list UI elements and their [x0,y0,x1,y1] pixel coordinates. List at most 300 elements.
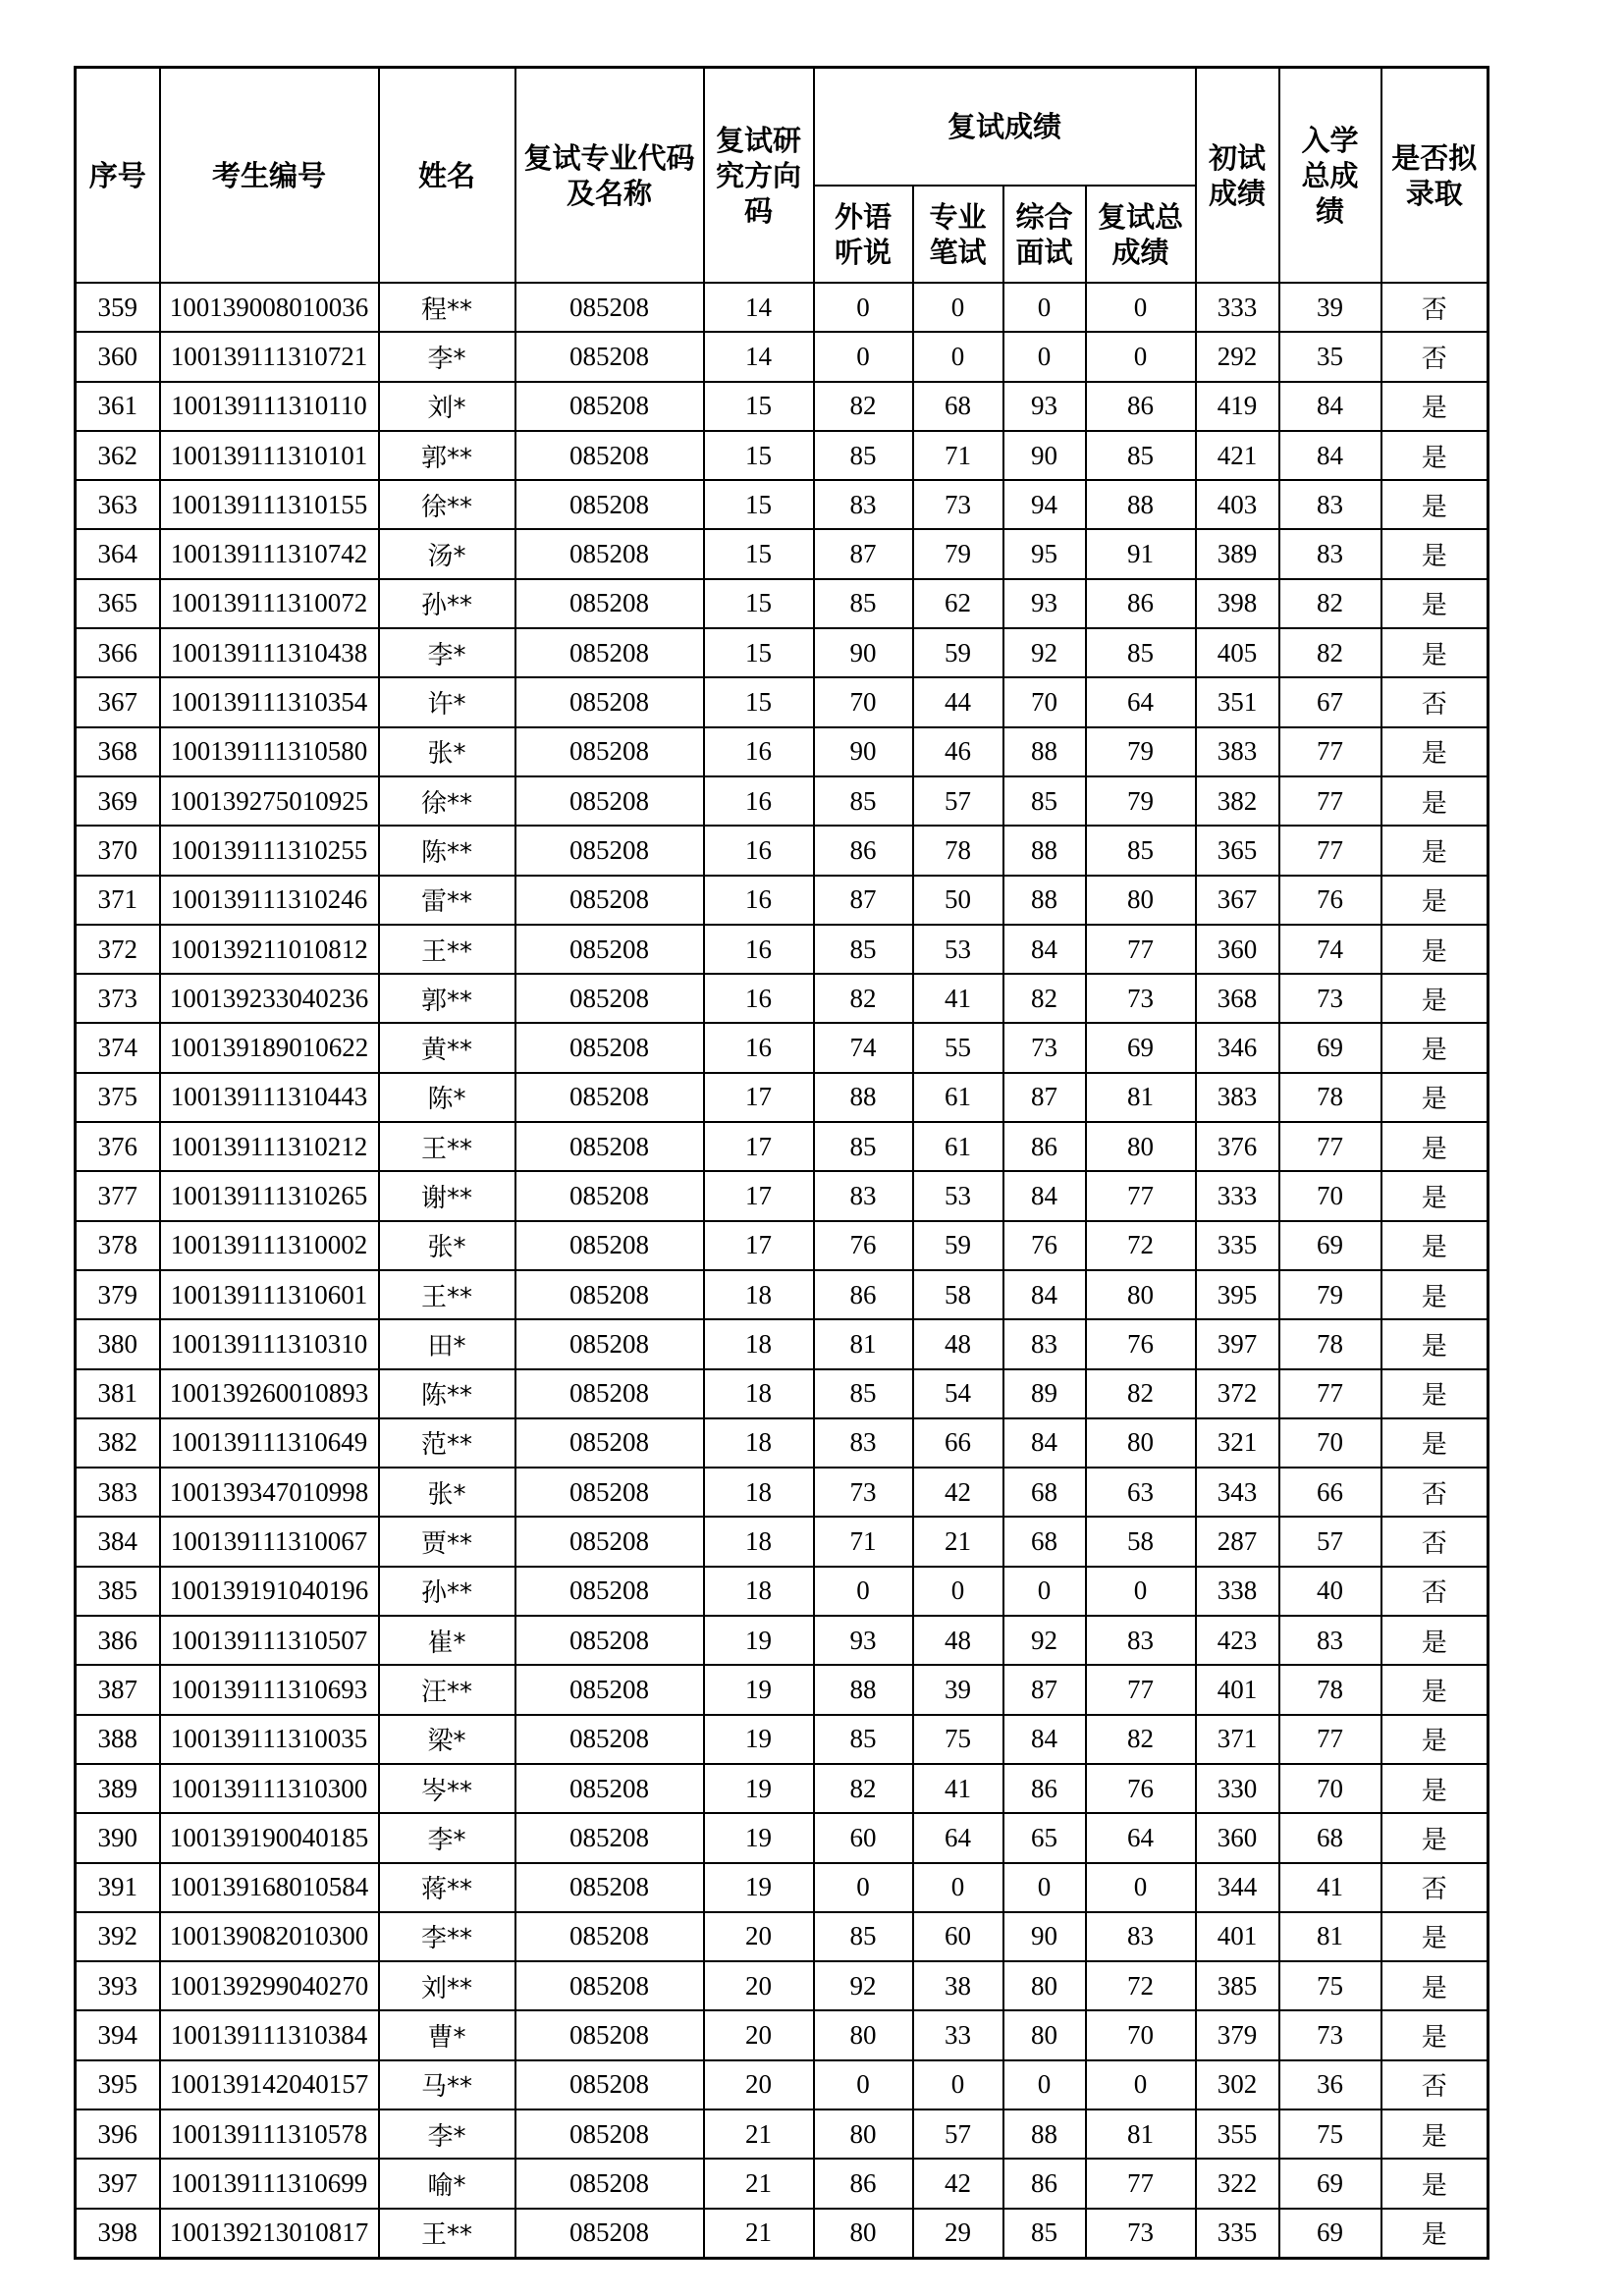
admit-cell: 是 [1381,529,1489,578]
major-cell: 085208 [515,1764,704,1813]
name-cell: 范** [379,1418,515,1468]
direction-cell: 15 [704,382,814,431]
candidate-id-cell: 100139211010812 [160,925,379,974]
initial-score-cell: 379 [1196,2010,1279,2059]
name-cell: 郭** [379,974,515,1023]
major-cell: 085208 [515,727,704,776]
admit-cell: 否 [1381,1567,1489,1616]
retest-total-cell: 80 [1086,1418,1196,1468]
table-row [76,826,1489,875]
header-row-top [76,68,1489,187]
retest-total-cell: 79 [1086,727,1196,776]
seq-cell: 380 [76,1319,160,1368]
name-cell: 李* [379,1813,515,1862]
major-cell: 085208 [515,1616,704,1665]
header-retest-total: 复试总成绩 [1086,186,1196,283]
admit-cell: 是 [1381,1961,1489,2010]
retest-total-cell: 72 [1086,1221,1196,1270]
written-score-cell: 50 [913,876,1003,925]
written-score-cell: 59 [913,1221,1003,1270]
candidate-id-cell: 100139111310101 [160,431,379,480]
admission-total-cell: 67 [1279,677,1381,726]
interview-score-cell: 88 [1003,826,1086,875]
seq-cell: 379 [76,1270,160,1319]
initial-score-cell: 360 [1196,925,1279,974]
foreign-score-cell: 71 [814,1517,913,1566]
direction-cell: 15 [704,579,814,628]
candidate-id-cell: 100139111310035 [160,1715,379,1764]
admit-cell: 是 [1381,579,1489,628]
major-cell: 085208 [515,1418,704,1468]
interview-score-cell: 88 [1003,727,1086,776]
header-admit: 是否拟录取 [1381,68,1489,284]
candidate-id-cell: 100139347010998 [160,1468,379,1517]
interview-score-cell: 86 [1003,1122,1086,1171]
written-score-cell: 33 [913,2010,1003,2059]
admit-cell: 是 [1381,2010,1489,2059]
admission-total-cell: 69 [1279,1221,1381,1270]
major-cell: 085208 [515,1319,704,1368]
admit-cell: 是 [1381,876,1489,925]
initial-score-cell: 335 [1196,2209,1279,2259]
admission-total-cell: 74 [1279,925,1381,974]
interview-score-cell: 68 [1003,1517,1086,1566]
written-score-cell: 75 [913,1715,1003,1764]
seq-cell: 394 [76,2010,160,2059]
written-score-cell: 41 [913,1764,1003,1813]
admit-cell: 是 [1381,1073,1489,1122]
major-cell: 085208 [515,1665,704,1714]
name-cell: 李* [379,332,515,381]
candidate-id-cell: 100139008010036 [160,283,379,332]
foreign-score-cell: 90 [814,727,913,776]
seq-cell: 369 [76,776,160,826]
admission-total-cell: 73 [1279,974,1381,1023]
header-foreign: 外语听说 [814,186,913,283]
interview-score-cell: 0 [1003,2060,1086,2109]
interview-score-cell: 90 [1003,431,1086,480]
admit-cell: 是 [1381,431,1489,480]
retest-total-cell: 0 [1086,332,1196,381]
direction-cell: 18 [704,1418,814,1468]
foreign-score-cell: 0 [814,332,913,381]
candidate-id-cell: 100139111310354 [160,677,379,726]
admit-cell: 是 [1381,2209,1489,2259]
written-score-cell: 53 [913,925,1003,974]
seq-cell: 393 [76,1961,160,2010]
candidate-id-cell: 100139191040196 [160,1567,379,1616]
candidate-id-cell: 100139111310721 [160,332,379,381]
name-cell: 蒋** [379,1863,515,1912]
seq-cell: 381 [76,1369,160,1418]
foreign-score-cell: 80 [814,2209,913,2259]
initial-score-cell: 292 [1196,332,1279,381]
foreign-score-cell: 83 [814,1418,913,1468]
admission-total-cell: 35 [1279,332,1381,381]
written-score-cell: 0 [913,283,1003,332]
written-score-cell: 21 [913,1517,1003,1566]
admit-cell: 否 [1381,332,1489,381]
table-row [76,1023,1489,1072]
admission-total-cell: 39 [1279,283,1381,332]
direction-cell: 18 [704,1567,814,1616]
seq-cell: 382 [76,1418,160,1468]
seq-cell: 391 [76,1863,160,1912]
interview-score-cell: 88 [1003,876,1086,925]
name-cell: 王** [379,925,515,974]
initial-score-cell: 385 [1196,1961,1279,2010]
retest-total-cell: 58 [1086,1517,1196,1566]
table-row [76,2010,1489,2059]
retest-total-cell: 86 [1086,382,1196,431]
major-cell: 085208 [515,2109,704,2159]
initial-score-cell: 421 [1196,431,1279,480]
major-cell: 085208 [515,1567,704,1616]
candidate-id-cell: 100139111310155 [160,480,379,529]
table-row [76,480,1489,529]
foreign-score-cell: 85 [814,579,913,628]
seq-cell: 377 [76,1171,160,1220]
admit-cell: 是 [1381,1418,1489,1468]
interview-score-cell: 92 [1003,1616,1086,1665]
retest-total-cell: 73 [1086,2209,1196,2259]
table-row [76,2060,1489,2109]
initial-score-cell: 365 [1196,826,1279,875]
name-cell: 李* [379,2109,515,2159]
table-row [76,1369,1489,1418]
name-cell: 郭** [379,431,515,480]
interview-score-cell: 94 [1003,480,1086,529]
interview-score-cell: 87 [1003,1073,1086,1122]
admission-total-cell: 83 [1279,1616,1381,1665]
admit-cell: 是 [1381,1319,1489,1368]
major-cell: 085208 [515,1073,704,1122]
admission-total-cell: 69 [1279,2209,1381,2259]
retest-total-cell: 0 [1086,283,1196,332]
retest-total-cell: 77 [1086,1665,1196,1714]
written-score-cell: 53 [913,1171,1003,1220]
candidate-id-cell: 100139111310438 [160,628,379,677]
interview-score-cell: 83 [1003,1319,1086,1368]
admit-cell: 否 [1381,1863,1489,1912]
major-cell: 085208 [515,431,704,480]
initial-score-cell: 376 [1196,1122,1279,1171]
written-score-cell: 68 [913,382,1003,431]
major-cell: 085208 [515,480,704,529]
foreign-score-cell: 86 [814,826,913,875]
direction-cell: 20 [704,1912,814,1961]
interview-score-cell: 84 [1003,1418,1086,1468]
major-cell: 085208 [515,2209,704,2259]
admit-cell: 是 [1381,1715,1489,1764]
initial-score-cell: 401 [1196,1665,1279,1714]
interview-score-cell: 0 [1003,1567,1086,1616]
initial-score-cell: 389 [1196,529,1279,578]
candidate-id-cell: 100139111310507 [160,1616,379,1665]
admission-total-cell: 84 [1279,382,1381,431]
initial-score-cell: 423 [1196,1616,1279,1665]
initial-score-cell: 330 [1196,1764,1279,1813]
initial-score-cell: 395 [1196,1270,1279,1319]
header-initial: 初试成绩 [1196,68,1279,284]
candidate-id-cell: 100139189010622 [160,1023,379,1072]
candidate-id-cell: 100139111310742 [160,529,379,578]
major-cell: 085208 [515,1221,704,1270]
table-row [76,283,1489,332]
candidate-id-cell: 100139233040236 [160,974,379,1023]
name-cell: 汤* [379,529,515,578]
candidate-id-cell: 100139111310580 [160,727,379,776]
header-seq: 序号 [76,68,160,284]
table-row [76,529,1489,578]
table-row [76,1912,1489,1961]
initial-score-cell: 287 [1196,1517,1279,1566]
candidate-id-cell: 100139260010893 [160,1369,379,1418]
direction-cell: 17 [704,1221,814,1270]
table-row [76,1961,1489,2010]
direction-cell: 21 [704,2209,814,2259]
seq-cell: 378 [76,1221,160,1270]
direction-cell: 16 [704,826,814,875]
foreign-score-cell: 70 [814,677,913,726]
initial-score-cell: 333 [1196,283,1279,332]
interview-score-cell: 84 [1003,1270,1086,1319]
retest-total-cell: 80 [1086,1122,1196,1171]
retest-total-cell: 69 [1086,1023,1196,1072]
major-cell: 085208 [515,776,704,826]
candidate-id-cell: 100139299040270 [160,1961,379,2010]
seq-cell: 376 [76,1122,160,1171]
interview-score-cell: 76 [1003,1221,1086,1270]
interview-score-cell: 87 [1003,1665,1086,1714]
admission-total-cell: 41 [1279,1863,1381,1912]
foreign-score-cell: 73 [814,1468,913,1517]
admission-total-cell: 82 [1279,579,1381,628]
foreign-score-cell: 82 [814,1764,913,1813]
table-row [76,925,1489,974]
retest-total-cell: 86 [1086,579,1196,628]
initial-score-cell: 338 [1196,1567,1279,1616]
written-score-cell: 42 [913,1468,1003,1517]
candidate-id-cell: 100139111310384 [160,2010,379,2059]
initial-score-cell: 322 [1196,2159,1279,2208]
seq-cell: 395 [76,2060,160,2109]
admit-cell: 是 [1381,1023,1489,1072]
direction-cell: 21 [704,2159,814,2208]
major-cell: 085208 [515,1961,704,2010]
foreign-score-cell: 85 [814,1715,913,1764]
candidate-id-cell: 100139168010584 [160,1863,379,1912]
retest-total-cell: 0 [1086,2060,1196,2109]
admit-cell: 否 [1381,2060,1489,2109]
initial-score-cell: 397 [1196,1319,1279,1368]
name-cell: 陈** [379,826,515,875]
interview-score-cell: 80 [1003,2010,1086,2059]
seq-cell: 362 [76,431,160,480]
interview-score-cell: 85 [1003,2209,1086,2259]
major-cell: 085208 [515,2060,704,2109]
admission-total-cell: 69 [1279,1023,1381,1072]
direction-cell: 19 [704,1764,814,1813]
seq-cell: 365 [76,579,160,628]
written-score-cell: 71 [913,431,1003,480]
initial-score-cell: 383 [1196,1073,1279,1122]
seq-cell: 361 [76,382,160,431]
written-score-cell: 42 [913,2159,1003,2208]
admission-total-cell: 83 [1279,529,1381,578]
admission-total-cell: 77 [1279,727,1381,776]
admit-cell: 是 [1381,1665,1489,1714]
direction-cell: 14 [704,332,814,381]
interview-score-cell: 93 [1003,382,1086,431]
written-score-cell: 57 [913,776,1003,826]
candidate-id-cell: 100139111310649 [160,1418,379,1468]
admission-total-cell: 76 [1279,876,1381,925]
retest-total-cell: 73 [1086,974,1196,1023]
table-row [76,1616,1489,1665]
name-cell: 陈* [379,1073,515,1122]
interview-score-cell: 84 [1003,1171,1086,1220]
foreign-score-cell: 85 [814,431,913,480]
admission-total-cell: 77 [1279,1369,1381,1418]
initial-score-cell: 335 [1196,1221,1279,1270]
direction-cell: 19 [704,1616,814,1665]
seq-cell: 367 [76,677,160,726]
direction-cell: 18 [704,1517,814,1566]
written-score-cell: 60 [913,1912,1003,1961]
admission-total-cell: 78 [1279,1665,1381,1714]
interview-score-cell: 82 [1003,974,1086,1023]
written-score-cell: 64 [913,1813,1003,1862]
direction-cell: 21 [704,2109,814,2159]
interview-score-cell: 80 [1003,1961,1086,2010]
interview-score-cell: 70 [1003,677,1086,726]
admit-cell: 是 [1381,1912,1489,1961]
major-cell: 085208 [515,1912,704,1961]
interview-score-cell: 0 [1003,332,1086,381]
table-row [76,1221,1489,1270]
header-retest-group: 复试成绩 [814,68,1196,187]
written-score-cell: 29 [913,2209,1003,2259]
admission-total-cell: 69 [1279,2159,1381,2208]
retest-total-cell: 77 [1086,925,1196,974]
admit-cell: 是 [1381,1764,1489,1813]
admission-total-cell: 77 [1279,1715,1381,1764]
table-row [76,1567,1489,1616]
written-score-cell: 54 [913,1369,1003,1418]
foreign-score-cell: 85 [814,1369,913,1418]
major-cell: 085208 [515,974,704,1023]
candidate-id-cell: 100139111310310 [160,1319,379,1368]
admit-cell: 是 [1381,1813,1489,1862]
table-row [76,332,1489,381]
written-score-cell: 61 [913,1073,1003,1122]
foreign-score-cell: 82 [814,382,913,431]
written-score-cell: 59 [913,628,1003,677]
admit-cell: 否 [1381,1517,1489,1566]
foreign-score-cell: 87 [814,876,913,925]
initial-score-cell: 401 [1196,1912,1279,1961]
admission-total-cell: 68 [1279,1813,1381,1862]
written-score-cell: 46 [913,727,1003,776]
retest-total-cell: 82 [1086,1715,1196,1764]
candidate-id-cell: 100139111310212 [160,1122,379,1171]
name-cell: 许* [379,677,515,726]
written-score-cell: 55 [913,1023,1003,1072]
admit-cell: 是 [1381,1616,1489,1665]
foreign-score-cell: 80 [814,2109,913,2159]
name-cell: 喻* [379,2159,515,2208]
direction-cell: 16 [704,727,814,776]
name-cell: 曹* [379,2010,515,2059]
foreign-score-cell: 92 [814,1961,913,2010]
admission-total-cell: 70 [1279,1764,1381,1813]
retest-total-cell: 76 [1086,1319,1196,1368]
candidate-id-cell: 100139213010817 [160,2209,379,2259]
written-score-cell: 0 [913,1863,1003,1912]
admit-cell: 是 [1381,727,1489,776]
candidate-id-cell: 100139142040157 [160,2060,379,2109]
name-cell: 岑** [379,1764,515,1813]
admission-total-cell: 36 [1279,2060,1381,2109]
seq-cell: 372 [76,925,160,974]
table-row [76,1468,1489,1517]
direction-cell: 19 [704,1715,814,1764]
name-cell: 崔* [379,1616,515,1665]
direction-cell: 16 [704,776,814,826]
interview-score-cell: 84 [1003,1715,1086,1764]
name-cell: 田* [379,1319,515,1368]
seq-cell: 392 [76,1912,160,1961]
seq-cell: 389 [76,1764,160,1813]
admission-results-table [74,66,1489,2260]
direction-cell: 16 [704,974,814,1023]
written-score-cell: 38 [913,1961,1003,2010]
interview-score-cell: 88 [1003,2109,1086,2159]
table-row [76,974,1489,1023]
direction-cell: 15 [704,628,814,677]
seq-cell: 359 [76,283,160,332]
direction-cell: 18 [704,1319,814,1368]
seq-cell: 397 [76,2159,160,2208]
major-cell: 085208 [515,925,704,974]
name-cell: 孙** [379,1567,515,1616]
initial-score-cell: 371 [1196,1715,1279,1764]
retest-total-cell: 85 [1086,826,1196,875]
seq-cell: 375 [76,1073,160,1122]
direction-cell: 20 [704,2010,814,2059]
admission-total-cell: 83 [1279,480,1381,529]
name-cell: 徐** [379,776,515,826]
written-score-cell: 0 [913,1567,1003,1616]
table-row [76,382,1489,431]
seq-cell: 363 [76,480,160,529]
seq-cell: 387 [76,1665,160,1714]
interview-score-cell: 0 [1003,1863,1086,1912]
candidate-id-cell: 100139111310443 [160,1073,379,1122]
candidate-id-cell: 100139111310265 [160,1171,379,1220]
interview-score-cell: 68 [1003,1468,1086,1517]
foreign-score-cell: 81 [814,1319,913,1368]
retest-total-cell: 80 [1086,1270,1196,1319]
direction-cell: 18 [704,1270,814,1319]
table-row [76,1319,1489,1368]
direction-cell: 15 [704,677,814,726]
foreign-score-cell: 80 [814,2010,913,2059]
written-score-cell: 79 [913,529,1003,578]
foreign-score-cell: 85 [814,1122,913,1171]
foreign-score-cell: 0 [814,2060,913,2109]
